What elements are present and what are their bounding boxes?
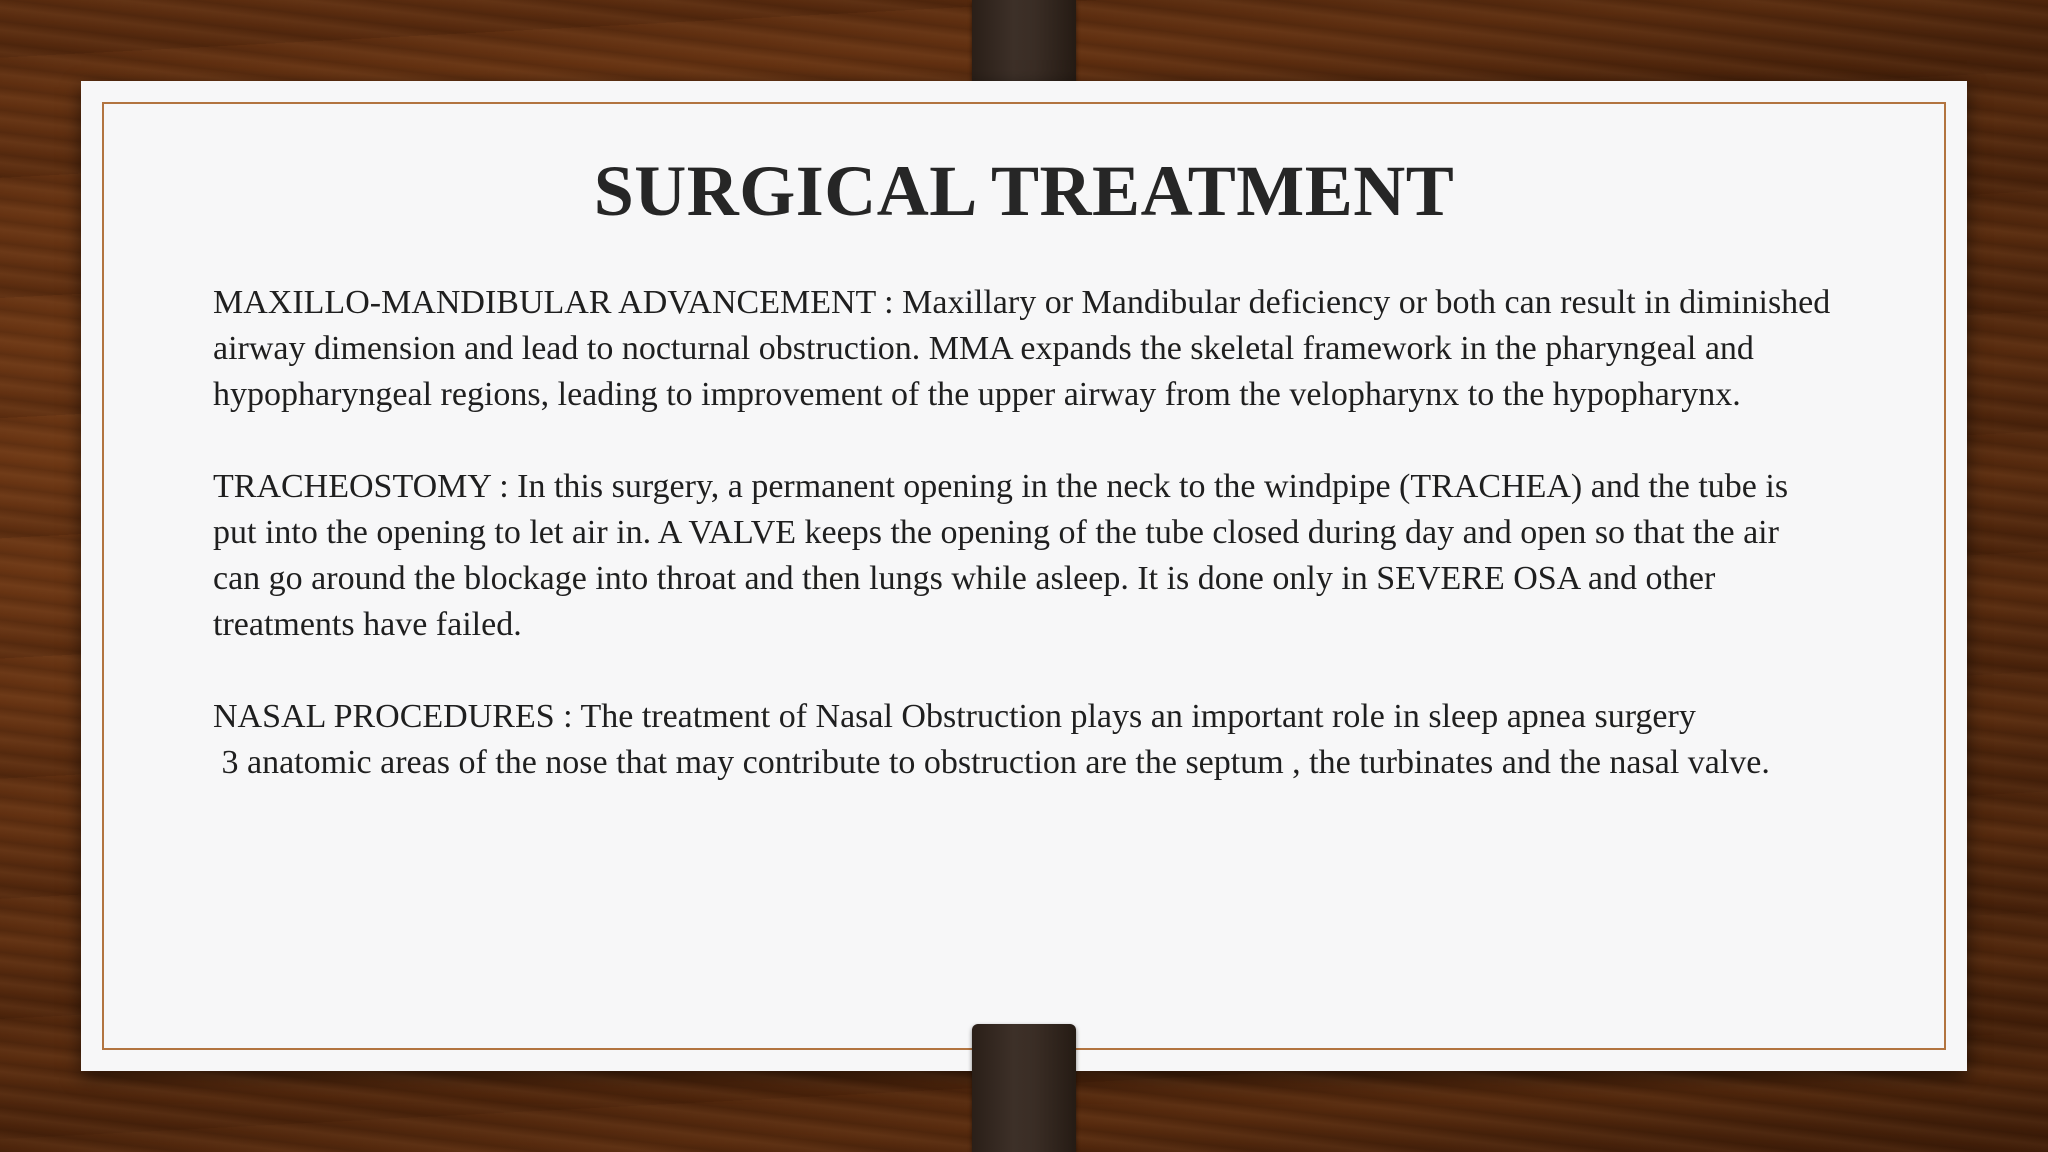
- slide-body: [213, 280, 1833, 832]
- bottom-strap: [972, 1024, 1076, 1152]
- paragraph-text: MAXILLO-MANDIBULAR ADVANCEMENT : Maxillary or Mandibular deficiency or both can result in diminished airway dimension and lead to nocturnal obstruction. MMA expands the skeletal framework in the pharyngeal and hypopharyngeal regions, leading to improvement of the upper airway from the velopharynx to the hypopharynx.: [213, 284, 1831, 413]
- paragraph-text: TRACHEOSTOMY : In this surgery, a permanent opening in the neck to the windpipe (TRACHEA) and the tube is put into the opening to let air in. A VALVE keeps the opening of the tube closed during day and open so that the air can go around the blockage into throat and then lungs while asleep. It is done only in SEVERE OSA and other treatments have failed.: [213, 468, 1789, 643]
- slide-title: SURGICAL TREATMENT: [593, 151, 1455, 231]
- paragraph-tracheostomy: [213, 464, 1833, 648]
- paragraph-maxillo-mandibular-advancement: [213, 280, 1833, 418]
- paragraph-nasal-procedures: [213, 694, 1833, 786]
- paragraph-text: NASAL PROCEDURES : The treatment of Nasal Obstruction plays an important role in sleep apnea surgery: [213, 698, 1696, 735]
- paragraph-text-continued: 3 anatomic areas of the nose that may contribute to obstruction are the septum , the turbinates and the nasal valve.: [213, 744, 1770, 781]
